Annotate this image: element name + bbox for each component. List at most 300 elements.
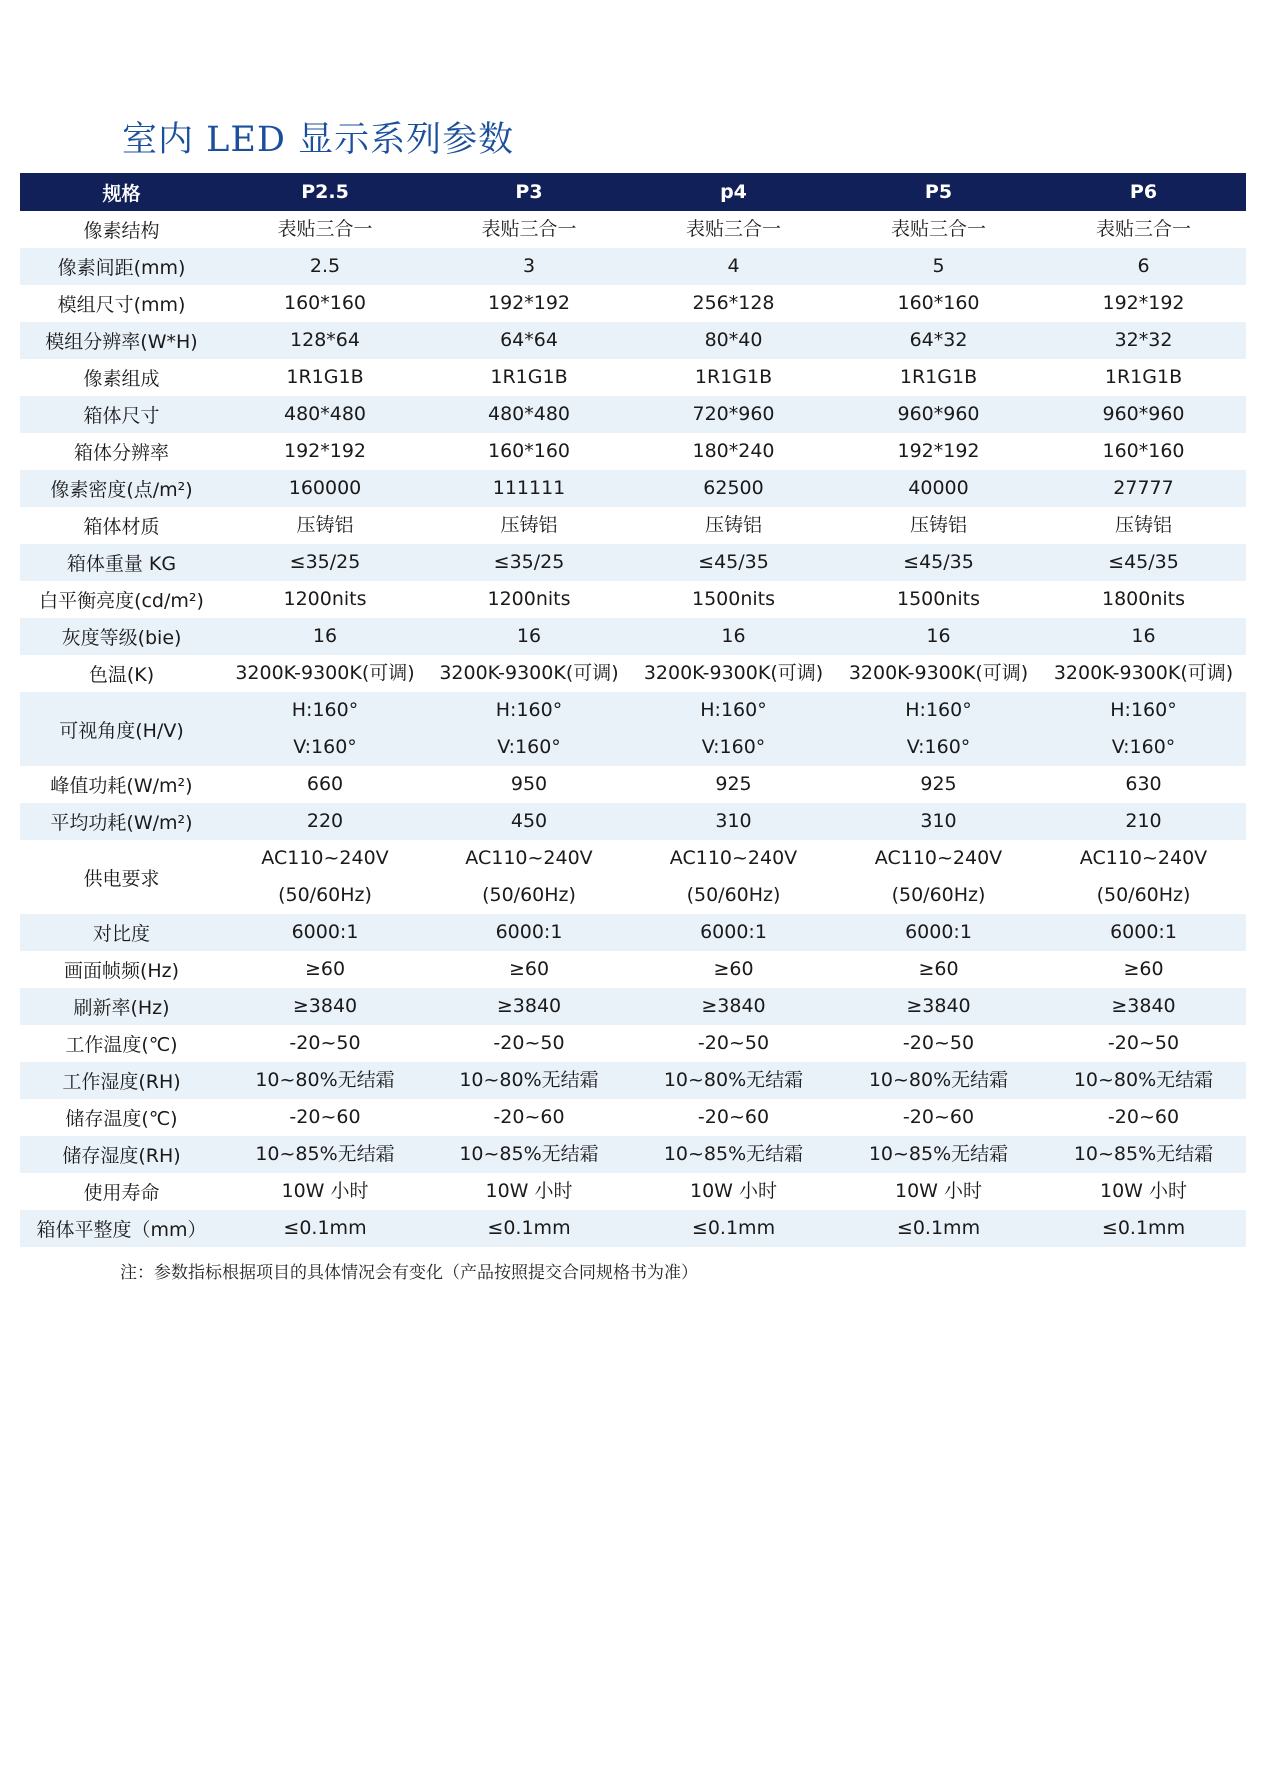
table-cell	[836, 803, 1041, 840]
table-cell	[427, 1099, 631, 1136]
cell-line: 192*192	[487, 292, 571, 314]
cell-line: 950	[510, 773, 548, 795]
cell-line: 80*40	[704, 329, 763, 351]
table-cell	[223, 692, 427, 766]
table-cell	[1041, 840, 1246, 914]
cell-line: V:160°	[701, 736, 766, 758]
table-cell	[427, 359, 631, 396]
header-cell-p6: P6	[1041, 173, 1246, 211]
table-row	[20, 618, 1246, 655]
cell-line: 160000	[288, 477, 362, 499]
cell-line: 1500nits	[691, 588, 776, 610]
table-row	[20, 581, 1246, 618]
table-cell	[427, 655, 631, 692]
cell-line: 10~85%无结霜	[868, 1143, 1009, 1165]
row-label: 灰度等级(bie)	[20, 618, 223, 655]
cell-line: 压铸铝	[704, 514, 762, 536]
table-cell	[1041, 1062, 1246, 1099]
cell-line: 表贴三合一	[1095, 218, 1191, 240]
table-cell	[223, 470, 427, 507]
table-cell	[836, 248, 1041, 285]
cell-line: 630	[1125, 773, 1162, 795]
cell-line: 1R1G1B	[490, 366, 568, 388]
cell-line: (50/60Hz)	[482, 884, 576, 906]
table-cell	[427, 1025, 631, 1062]
cell-line: -20~50	[697, 1032, 770, 1054]
table-cell	[836, 211, 1041, 248]
spec-table-body	[20, 211, 1246, 1247]
cell-line: 压铸铝	[296, 514, 354, 536]
cell-line: 表贴三合一	[890, 218, 986, 240]
cell-line: -20~60	[1107, 1106, 1180, 1128]
table-cell	[631, 618, 836, 655]
cell-line: 10~80%无结霜	[663, 1069, 804, 1091]
cell-line: 3200K-9300K(可调)	[643, 662, 824, 684]
table-cell	[631, 285, 836, 322]
cell-line: 16	[1131, 625, 1156, 647]
table-cell	[223, 988, 427, 1025]
cell-line: ≥3840	[496, 995, 562, 1017]
table-cell	[427, 581, 631, 618]
cell-line: 2.5	[309, 255, 341, 277]
table-cell	[631, 914, 836, 951]
cell-line: (50/60Hz)	[278, 884, 372, 906]
cell-line: H:160°	[700, 699, 767, 721]
table-cell	[836, 322, 1041, 359]
table-cell	[631, 1099, 836, 1136]
table-cell	[427, 951, 631, 988]
table-cell	[223, 248, 427, 285]
table-cell	[631, 248, 836, 285]
table-cell	[836, 1025, 1041, 1062]
table-cell	[1041, 988, 1246, 1025]
cell-line: ≥3840	[292, 995, 358, 1017]
spec-table	[20, 173, 1246, 1247]
cell-line: 160*160	[283, 292, 367, 314]
header-cell-p3: P3	[427, 173, 631, 211]
cell-line: ≥60	[304, 958, 346, 980]
cell-line: ≤45/35	[698, 551, 769, 573]
cell-line: 表贴三合一	[685, 218, 781, 240]
table-row	[20, 322, 1246, 359]
table-row	[20, 1136, 1246, 1173]
cell-line: AC110~240V	[874, 847, 1003, 869]
table-cell	[427, 766, 631, 803]
row-label: 箱体平整度（mm）	[20, 1210, 223, 1247]
table-cell	[427, 914, 631, 951]
table-cell	[427, 1210, 631, 1247]
cell-line: 10~80%无结霜	[1073, 1069, 1214, 1091]
row-label: 模组尺寸(mm)	[57, 294, 186, 316]
table-cell	[223, 1173, 427, 1210]
table-cell	[427, 285, 631, 322]
cell-line: H:160°	[1110, 699, 1177, 721]
cell-line: 160*160	[1102, 440, 1185, 462]
cell-line: 111111	[492, 477, 566, 499]
table-cell	[223, 1099, 427, 1136]
table-cell	[1041, 211, 1246, 248]
cell-line: 10~85%无结霜	[663, 1143, 804, 1165]
cell-line: 16	[312, 625, 338, 647]
cell-line: ≤45/35	[1108, 551, 1179, 573]
cell-line: ≥3840	[1111, 995, 1176, 1017]
table-cell	[427, 248, 631, 285]
page-title: 室内 LED 显示系列参数	[122, 120, 515, 160]
table-cell	[223, 1025, 427, 1062]
table-cell	[223, 544, 427, 581]
table-cell	[631, 1136, 836, 1173]
footnote: 注：参数指标根据项目的具体情况会有变化（产品按照提交合同规格书为准）	[120, 1263, 698, 1283]
cell-line: (50/60Hz)	[1096, 884, 1191, 906]
cell-line: 6000:1	[905, 921, 972, 943]
cell-line: ≥3840	[701, 995, 766, 1017]
table-cell	[223, 766, 427, 803]
table-cell	[427, 840, 631, 914]
table-cell	[631, 988, 836, 1025]
table-cell	[1041, 803, 1246, 840]
cell-line: V:160°	[1111, 736, 1176, 758]
table-cell	[836, 1136, 1041, 1173]
table-cell	[223, 581, 427, 618]
row-label: 对比度	[20, 914, 223, 951]
table-row	[20, 655, 1246, 692]
table-cell	[427, 211, 631, 248]
table-cell	[427, 1173, 631, 1210]
table-cell	[427, 396, 631, 433]
table-cell	[631, 396, 836, 433]
table-cell	[427, 803, 631, 840]
table-cell	[1041, 1136, 1246, 1173]
cell-line: 1R1G1B	[1104, 366, 1183, 388]
row-label: 箱体材质	[83, 516, 160, 538]
table-cell	[223, 1210, 427, 1247]
table-cell	[1041, 581, 1246, 618]
table-cell	[1041, 655, 1246, 692]
cell-line: 3200K-9300K(可调)	[848, 662, 1029, 684]
table-cell	[1041, 470, 1246, 507]
cell-line: 6000:1	[1110, 921, 1177, 943]
table-cell	[1041, 507, 1246, 544]
table-cell	[427, 433, 631, 470]
cell-line: 10W 小时	[689, 1180, 777, 1202]
cell-line: 10~85%无结霜	[459, 1143, 599, 1165]
cell-line: 5	[932, 255, 945, 277]
table-cell	[631, 655, 836, 692]
table-cell	[223, 1062, 427, 1099]
table-cell	[223, 359, 427, 396]
table-cell	[223, 396, 427, 433]
table-cell	[1041, 618, 1246, 655]
cell-line: 1800nits	[1101, 588, 1186, 610]
table-cell	[427, 544, 631, 581]
table-cell	[427, 988, 631, 1025]
table-row	[20, 544, 1246, 581]
cell-line: 210	[1125, 810, 1162, 832]
cell-line: 925	[715, 773, 752, 795]
table-cell	[631, 359, 836, 396]
table-cell	[631, 803, 836, 840]
cell-line: ≤0.1mm	[1101, 1217, 1186, 1239]
table-cell	[427, 322, 631, 359]
cell-line: ≤35/25	[493, 551, 565, 573]
row-label: 刷新率(Hz)	[20, 988, 223, 1025]
cell-line: 6000:1	[495, 921, 563, 943]
cell-line: 40000	[908, 477, 969, 499]
cell-line: -20~50	[902, 1032, 975, 1054]
cell-line: 表贴三合一	[277, 218, 373, 240]
table-row	[20, 1173, 1246, 1210]
cell-line: 压铸铝	[909, 514, 967, 536]
table-cell	[836, 1062, 1041, 1099]
cell-line: 960*960	[897, 403, 980, 425]
row-label: 储存湿度(RH)	[20, 1136, 223, 1173]
table-cell	[1041, 285, 1246, 322]
row-label: 像素结构	[83, 220, 160, 242]
row-label: 使用寿命	[83, 1182, 160, 1204]
table-cell	[1041, 396, 1246, 433]
table-cell	[631, 211, 836, 248]
cell-line: 1500nits	[896, 588, 981, 610]
cell-line: ≥60	[1123, 958, 1164, 980]
cell-line: ≤0.1mm	[691, 1217, 776, 1239]
table-cell	[427, 1136, 631, 1173]
cell-line: 720*960	[692, 403, 775, 425]
table-cell	[1041, 1210, 1246, 1247]
cell-line: 16	[721, 625, 746, 647]
row-label: 像素组成	[83, 368, 160, 390]
table-cell	[223, 285, 427, 322]
cell-line: 3200K-9300K(可调)	[439, 662, 619, 684]
cell-line: 10~80%无结霜	[459, 1069, 599, 1091]
cell-line: ≥60	[918, 958, 959, 980]
cell-line: 64*32	[909, 329, 968, 351]
table-cell	[223, 655, 427, 692]
table-cell	[631, 840, 836, 914]
cell-line: 10~80%无结霜	[255, 1069, 395, 1091]
table-row	[20, 766, 1246, 803]
cell-line: 960*960	[1102, 403, 1185, 425]
cell-line: -20~60	[697, 1106, 770, 1128]
row-label: 白平衡亮度(cd/m²)	[39, 590, 204, 612]
row-label: 色温(K)	[88, 664, 155, 686]
cell-line: ≤45/35	[903, 551, 974, 573]
cell-line: 3200K-9300K(可调)	[1053, 662, 1234, 684]
cell-line: AC110~240V	[465, 847, 593, 869]
table-cell	[223, 618, 427, 655]
table-cell	[427, 470, 631, 507]
cell-line: 6000:1	[700, 921, 767, 943]
row-label: 储存温度(℃)	[65, 1108, 178, 1130]
cell-line: 1R1G1B	[899, 366, 978, 388]
cell-line: 128*64	[290, 329, 360, 351]
cell-line: 1200nits	[487, 588, 571, 610]
table-cell	[1041, 914, 1246, 951]
table-cell	[1041, 1025, 1246, 1062]
table-cell	[836, 359, 1041, 396]
table-row	[20, 1062, 1246, 1099]
row-label: 可视角度(H/V)	[20, 692, 223, 766]
header-cell-p5: P5	[836, 173, 1041, 211]
cell-line: 4	[727, 255, 740, 277]
cell-line: 27777	[1113, 477, 1174, 499]
table-cell	[1041, 248, 1246, 285]
row-label: 工作湿度(RH)	[20, 1062, 223, 1099]
cell-line: 3	[522, 255, 536, 277]
row-label: 像素密度(点/m²)	[20, 470, 223, 507]
cell-line: -20~60	[289, 1106, 361, 1128]
table-cell	[631, 692, 836, 766]
table-cell	[1041, 766, 1246, 803]
cell-line: AC110~240V	[261, 847, 389, 869]
table-row	[20, 470, 1246, 507]
table-cell	[836, 507, 1041, 544]
cell-line: -20~50	[289, 1032, 361, 1054]
table-row	[20, 840, 1246, 914]
table-row	[20, 951, 1246, 988]
row-label: 像素间距(mm)	[20, 248, 223, 285]
cell-line: 1R1G1B	[286, 366, 364, 388]
cell-line: 310	[715, 810, 752, 832]
table-cell	[631, 433, 836, 470]
cell-line: 压铸铝	[1114, 514, 1172, 536]
header-cell-p2-5: P2.5	[223, 173, 427, 211]
table-cell	[836, 433, 1041, 470]
table-row	[20, 396, 1246, 433]
table-row	[20, 1025, 1246, 1062]
cell-line: 10W 小时	[485, 1180, 573, 1202]
row-label: 箱体分辨率	[73, 442, 169, 464]
cell-line: 1R1G1B	[694, 366, 773, 388]
table-cell	[836, 470, 1041, 507]
table-cell	[223, 951, 427, 988]
cell-line: 32*32	[1114, 329, 1173, 351]
table-cell	[223, 914, 427, 951]
table-cell	[631, 951, 836, 988]
cell-line: 10~85%无结霜	[255, 1143, 395, 1165]
table-cell	[631, 581, 836, 618]
table-cell	[836, 988, 1041, 1025]
table-cell	[836, 1099, 1041, 1136]
table-cell	[427, 692, 631, 766]
table-cell	[836, 692, 1041, 766]
cell-line: -20~60	[902, 1106, 975, 1128]
table-cell	[1041, 544, 1246, 581]
table-cell	[427, 1062, 631, 1099]
table-cell	[631, 1173, 836, 1210]
cell-line: 480*480	[283, 403, 367, 425]
cell-line: (50/60Hz)	[891, 884, 986, 906]
header-cell-spec: 规格	[20, 173, 223, 211]
cell-line: ≥60	[508, 958, 550, 980]
cell-line: 256*128	[692, 292, 775, 314]
table-row	[20, 914, 1246, 951]
table-cell	[223, 507, 427, 544]
cell-line: 1200nits	[283, 588, 367, 610]
cell-line: V:160°	[906, 736, 971, 758]
table-cell	[1041, 951, 1246, 988]
table-cell	[836, 544, 1041, 581]
cell-line: 压铸铝	[500, 514, 558, 536]
table-row	[20, 1099, 1246, 1136]
table-cell	[631, 766, 836, 803]
table-cell	[631, 322, 836, 359]
cell-line: 160*160	[487, 440, 571, 462]
row-label: 箱体尺寸	[20, 396, 223, 433]
cell-line: 表贴三合一	[481, 218, 577, 240]
cell-line: ≤35/25	[289, 551, 361, 573]
table-cell	[1041, 322, 1246, 359]
table-row	[20, 1210, 1246, 1247]
table-cell	[836, 1173, 1041, 1210]
cell-line: 62500	[703, 477, 764, 499]
table-cell	[631, 1210, 836, 1247]
cell-line: ≥60	[713, 958, 754, 980]
cell-line: ≤0.1mm	[896, 1217, 981, 1239]
cell-line: 192*192	[897, 440, 980, 462]
table-row	[20, 433, 1246, 470]
cell-line: 192*192	[283, 440, 367, 462]
table-cell	[1041, 692, 1246, 766]
table-row	[20, 285, 1246, 322]
cell-line: ≤0.1mm	[283, 1217, 367, 1239]
cell-line: H:160°	[495, 699, 563, 721]
cell-line: 160*160	[897, 292, 980, 314]
table-cell	[223, 1136, 427, 1173]
table-row	[20, 211, 1246, 248]
cell-line: 3200K-9300K(可调)	[235, 662, 415, 684]
cell-line: 16	[926, 625, 951, 647]
cell-line: AC110~240V	[1079, 847, 1208, 869]
table-cell	[427, 507, 631, 544]
table-cell	[1041, 359, 1246, 396]
table-row	[20, 507, 1246, 544]
table-row	[20, 988, 1246, 1025]
cell-line: 220	[306, 810, 344, 832]
row-label: 箱体重量 KG	[20, 544, 223, 581]
cell-line: V:160°	[293, 736, 357, 758]
cell-line: 310	[920, 810, 957, 832]
table-cell	[223, 433, 427, 470]
table-cell	[836, 766, 1041, 803]
cell-line: 480*480	[487, 403, 571, 425]
table-cell	[427, 618, 631, 655]
row-label: 供电要求	[83, 867, 160, 890]
cell-line: 925	[920, 773, 957, 795]
cell-line: H:160°	[905, 699, 972, 721]
table-cell	[223, 211, 427, 248]
cell-line: ≥3840	[906, 995, 971, 1017]
header-cell-p4: p4	[631, 173, 836, 211]
cell-line: 10W 小时	[281, 1180, 369, 1202]
table-row	[20, 692, 1246, 766]
cell-line: 192*192	[1102, 292, 1185, 314]
table-cell	[836, 618, 1041, 655]
table-cell	[836, 914, 1041, 951]
cell-line: AC110~240V	[669, 847, 798, 869]
table-cell	[836, 951, 1041, 988]
cell-line: ≤0.1mm	[487, 1217, 571, 1239]
row-label: 模组分辨率(W*H)	[20, 322, 223, 359]
table-cell	[631, 507, 836, 544]
table-cell	[836, 655, 1041, 692]
table-row	[20, 803, 1246, 840]
table-row	[20, 359, 1246, 396]
table-cell	[223, 803, 427, 840]
cell-line: H:160°	[291, 699, 359, 721]
cell-line: 10~85%无结霜	[1073, 1143, 1214, 1165]
row-label: 平均功耗(W/m²)	[20, 803, 223, 840]
table-cell	[1041, 1099, 1246, 1136]
